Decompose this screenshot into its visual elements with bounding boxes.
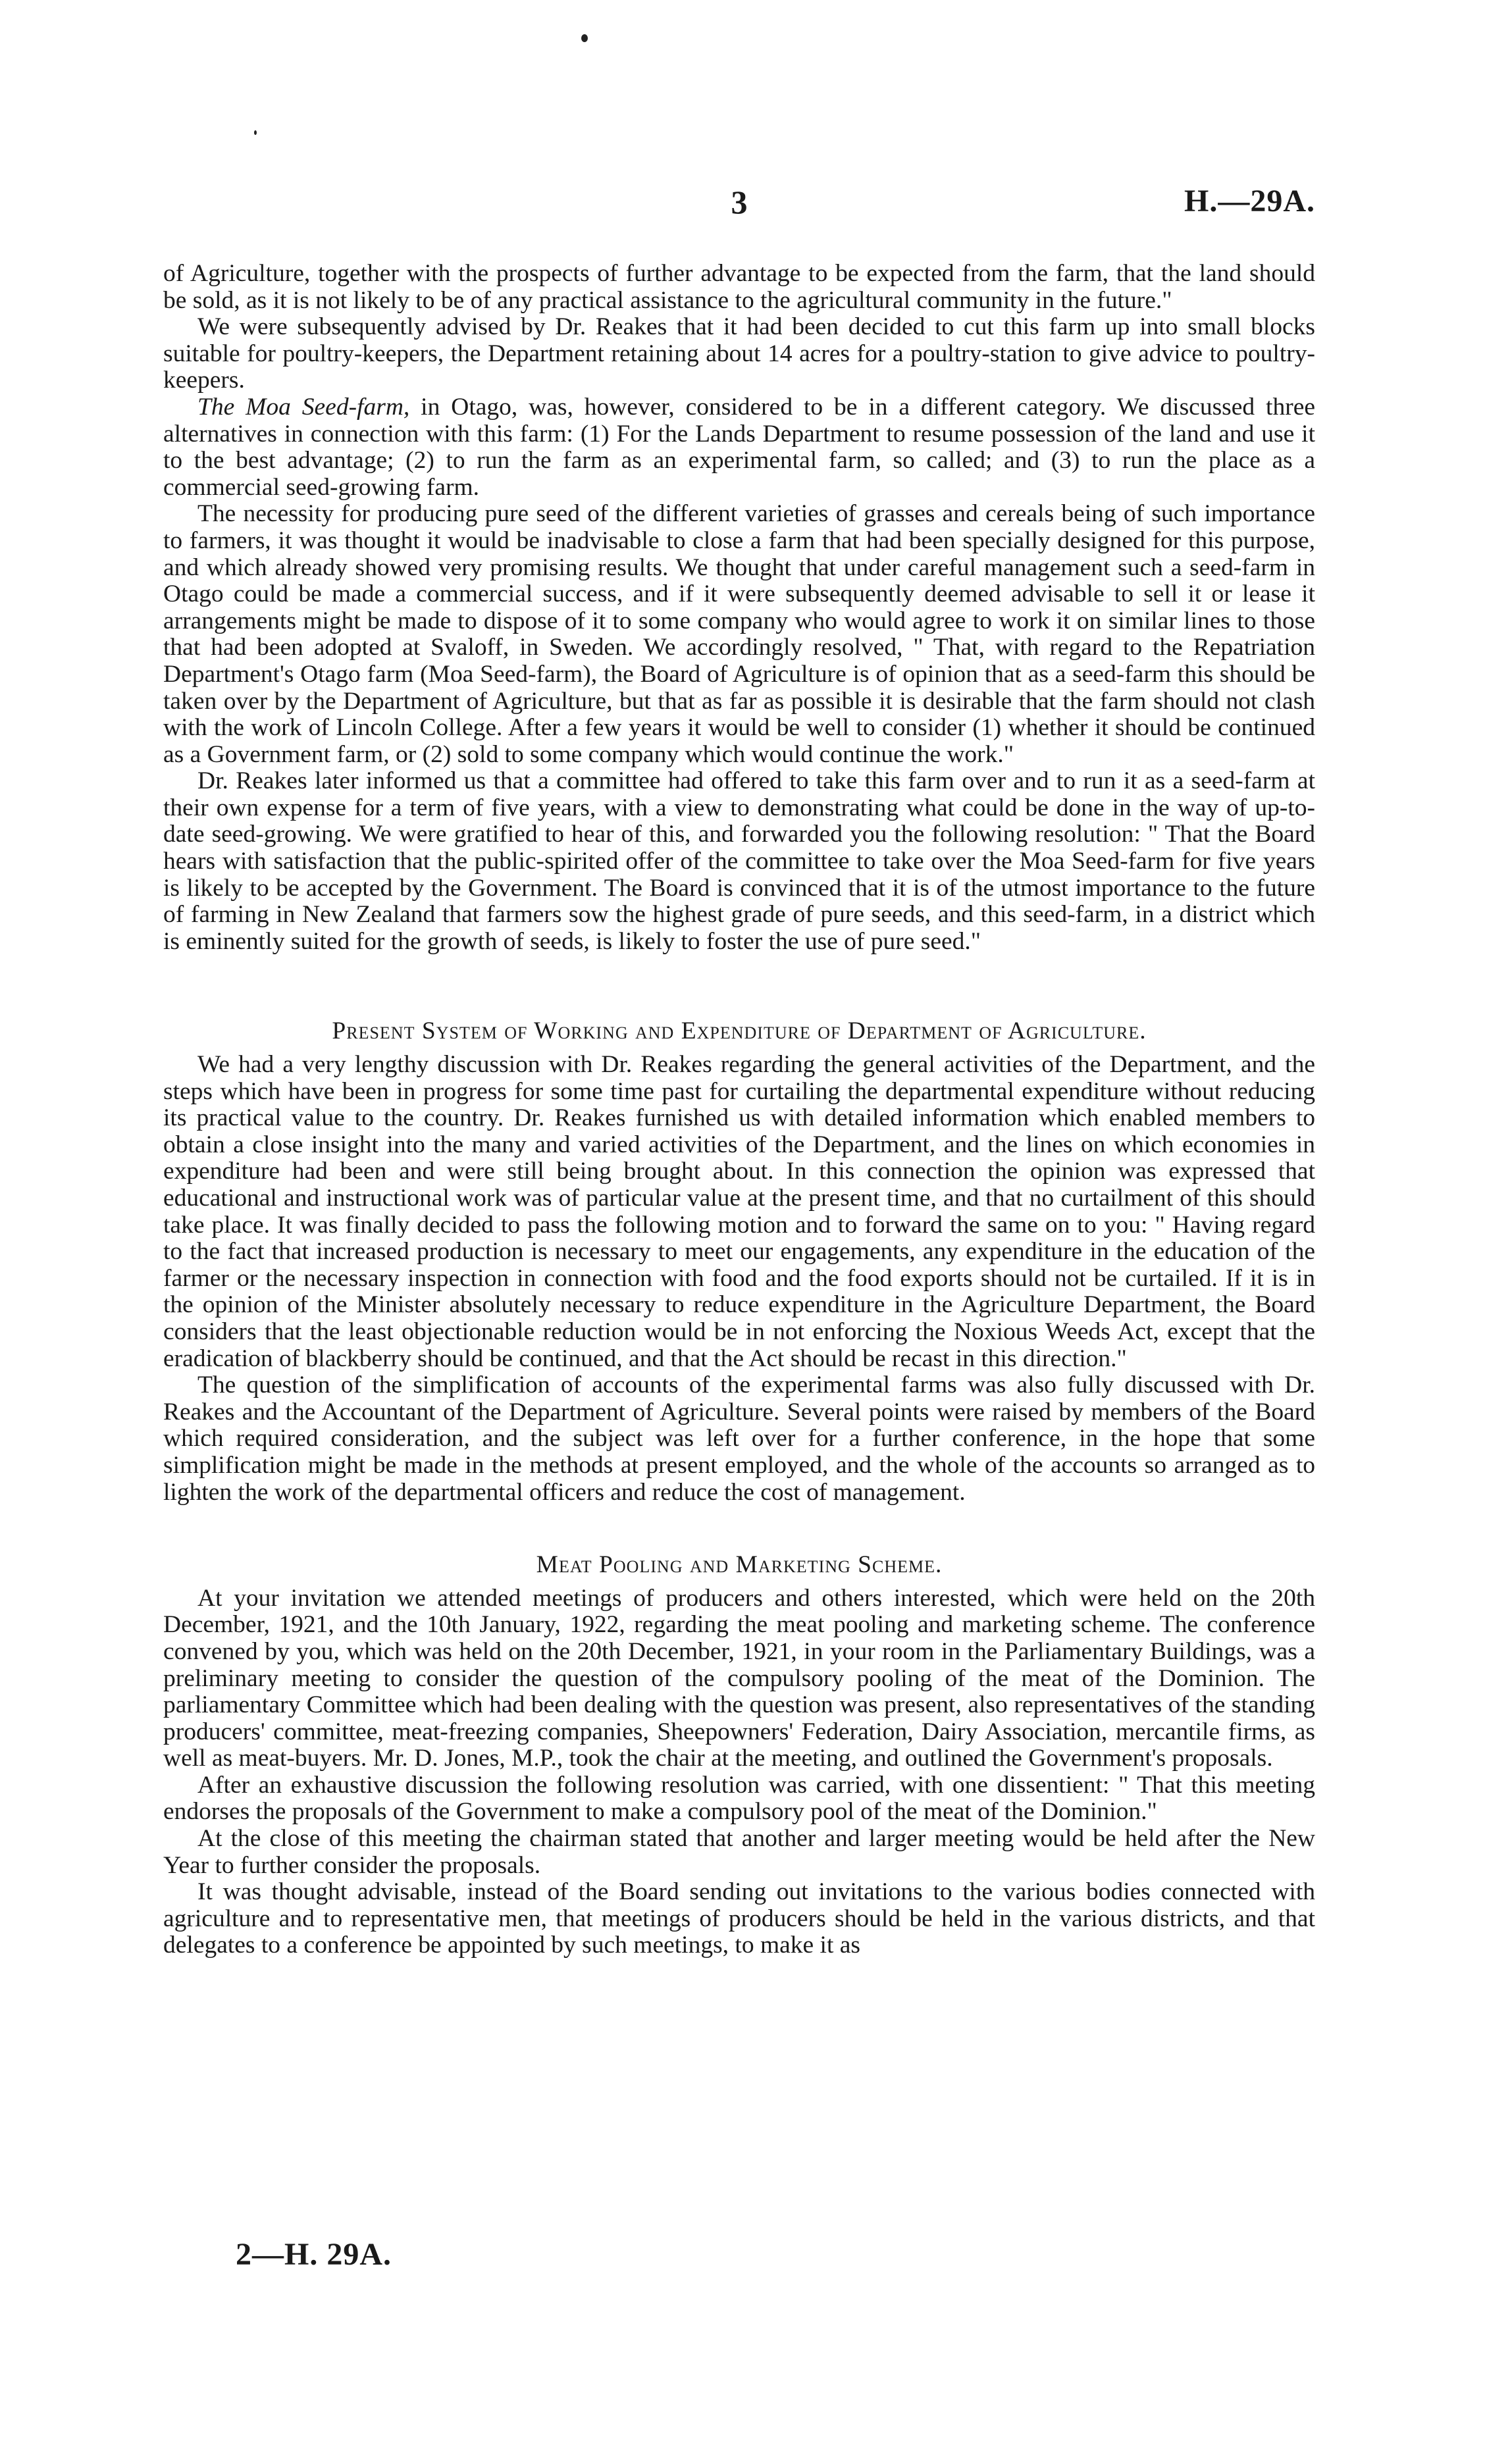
paragraph: It was thought advisable, instead of the Board sending out invitations to the various bodies connected with agriculture and to representative men, that meetings of producers should be held in the various districts, and that delegates to a conference be appointed by such meetings, to make it as: [163, 1878, 1315, 1959]
paragraph: At your invitation we attended meetings of producers and others interested, which were held on the 20th December, 1921, and the 10th January, 1922, regarding the meat pooling and marketing scheme. The conference convened by you, which was held on the 20th December, 1921, in your room in the Parliamentary Buildings, was a preliminary meeting to consider the question of the compulsory pooling of the meat of the Dominion. The parliamentary Committee which had been dealing with the question was present, also representatives of the standing producers' committee, meat-freezing companies, Sheepowners' Federation, Dairy Association, mercantile firms, as well as meat-buyers. Mr. D. Jones, M.P., took the chair at the meeting, and outlined the Government's proposals.: [163, 1584, 1315, 1772]
paragraph: of Agriculture, together with the prospects of further advantage to be expected from the farm, that the land should be sold, as it is not likely to be of any practical assistance to the agricultural community in the future.": [163, 260, 1315, 314]
page-signature: 2—H. 29A.: [236, 2237, 392, 2272]
paragraph: Dr. Reakes later informed us that a committee had offered to take this farm over and to run it as a seed-farm at their own expense for a term of five years, with a view to demonstrating what could be done in the way of up-to-date seed-growing. We were gratified to hear of this, and forwarded you the following resolution: " That the Board hears with satisfaction that the public-spirited offer of the committee to take over the Moa Seed-farm for five years is likely to be accepted by the Government. The Board is convinced that it is of the utmost importance to the future of farming in New Zealand that farmers sow the highest grade of pure seeds, and this seed-farm, in a district which is eminently suited for the growth of seeds, is likely to foster the use of pure seed.": [163, 767, 1315, 955]
page-number: 3: [731, 184, 748, 220]
section-heading-department-expenditure: Present System of Working and Expenditure of Department of Agriculture.: [332, 1017, 1147, 1045]
paragraph: After an exhaustive discussion the following resolution was carried, with one dissentient: " That this meeting endorses the proposals of the Government to make a compulsory pool of the meat of the Dominion.": [163, 1771, 1315, 1826]
document-reference: H.—29A.: [1184, 184, 1315, 218]
paragraph: At the close of this meeting the chairman stated that another and larger meeting would be held after the New Year to further consider the proposals.: [163, 1825, 1315, 1879]
print-speck: [581, 34, 588, 42]
paragraph: We had a very lengthy discussion with Dr. Reakes regarding the general activities of the Department, and the steps which have been in progress for some time past for curtailing the departmental expenditure without reducing its practical value to the country. Dr. Reakes furnished us with detailed information which enabled members to obtain a close insight into the many and varied activities of the Department, and the lines on which economies in expenditure had been and were still being brought about. In this connection the opinion was expressed that educational and instructional work was of particular value at the present time, and that no curtailment of this should take place. It was finally decided to pass the following motion and to forward the same on to you: " Having regard to the fact that increased production is necessary to meet our engagements, any expenditure in the education of the farmer or the necessary inspection in connection with food and the food exports should not be curtailed. If it is in the opinion of the Minister absolutely necessary to reduce expenditure in the Agriculture Department, the Board considers that the least objectionable reduction would be in not enforcing the Noxious Weeds Act, except that the eradication of blackberry should be continued, and that the Act should be recast in this direction.": [163, 1051, 1315, 1372]
paragraph-moa-seed-farm: [163, 394, 1315, 501]
italic-lead: The Moa Seed-farm,: [197, 393, 410, 421]
document-body: [163, 261, 1315, 1959]
paragraph: The necessity for producing pure seed of the different varieties of grasses and cereals being of such importance to farmers, it was thought it would be inadvisable to close a farm that had been specially designed for this purpose, and which already showed very promising results. We thought that under careful management such a seed-farm in Otago could be made a commercial success, and if it were subsequently deemed advisable to sell it or lease it arrangements might be made to dispose of it to some company who would agree to work it on similar lines to those that had been adopted at Svaloff, in Sweden. We accordingly resolved, " That, with regard to the Repatriation Department's Otago farm (Moa Seed-farm), the Board of Agriculture is of opinion that as a seed-farm this should be taken over by the Department of Agriculture, but that as far as possible it is desirable that the farm should not clash with the work of Lincoln College. After a few years it would be well to consider (1) whether it should be continued as a Government farm, or (2) sold to some company which would continue the work.": [163, 500, 1315, 768]
paragraph: The question of the simplification of accounts of the experimental farms was also fully discussed with Dr. Reakes and the Accountant of the Department of Agriculture. Several points were raised by members of the Board which required consideration, and the subject was left over for a further conference, in the hope that some simplification might be made in the methods at present employed, and the whole of the accounts so arranged as to lighten the work of the departmental officers and reduce the cost of management.: [163, 1372, 1315, 1506]
page-header: [163, 183, 1315, 229]
paragraph: We were subsequently advised by Dr. Reakes that it had been decided to cut this farm up into small blocks suitable for poultry-keepers, the Department retaining about 14 acres for a poultry-station to give advice to poultry-keepers.: [163, 313, 1315, 394]
print-speck: [254, 130, 257, 135]
section-heading-meat-pooling: Meat Pooling and Marketing Scheme.: [536, 1551, 943, 1579]
paragraph-text: in Otago, was, however, considered to be in a different category. We discussed three alternatives in connection with this farm: (1) For the Lands Department to resume possession of the land and use it to the best advantage; (2) to run the farm as an experimental farm, so called; and (3) to run the place as a commercial seed-growing farm.: [163, 393, 1315, 501]
